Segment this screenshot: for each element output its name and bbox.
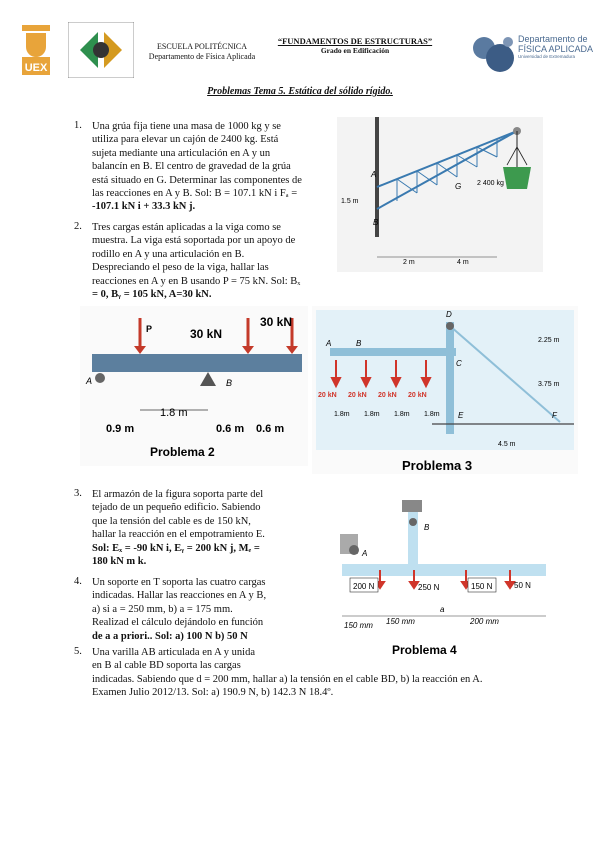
svg-text:20 kN: 20 kN [348, 392, 367, 399]
course-title: “FUNDAMENTOS DE ESTRUCTURAS” [277, 36, 433, 46]
course-subtitle: Grado en Edificación [320, 46, 390, 55]
svg-text:20 kN: 20 kN [378, 392, 397, 399]
dept-line1: Departamento de [518, 34, 588, 44]
svg-text:2.25 m: 2.25 m [538, 337, 560, 344]
svg-text:1.8m: 1.8m [424, 411, 440, 418]
problem-2-text: Tres cargas están aplicadas a la viga como se muestra. La viga está soportada por un apoyo de rodillo en A y una articulación en B. Despreciando el peso de la viga, hallar las reacciones en A y en B usando P = 75 kN. Sol: Bₓ = 0, Bᵧ = 105 kN, A=30 kN. [92, 222, 301, 301]
svg-text:B: B [424, 523, 430, 532]
figure-caption: Problema 4 [392, 643, 457, 657]
uex-text: UEX [24, 62, 48, 74]
svg-text:A: A [362, 549, 368, 558]
figure-t-support [330, 498, 550, 658]
svg-text:G: G [455, 182, 462, 191]
svg-text:0.6 m: 0.6 m [216, 423, 245, 435]
svg-text:1.8m: 1.8m [394, 411, 410, 418]
svg-text:250 N: 250 N [418, 583, 440, 592]
svg-text:4.5 m: 4.5 m [498, 441, 516, 448]
svg-text:150 mm: 150 mm [386, 617, 415, 626]
dept-line3: Universidad de Extremadura [518, 54, 576, 59]
svg-text:A: A [326, 339, 332, 348]
department-name: Departamento de Física Aplicada [148, 52, 256, 61]
problem-number: 1. [74, 120, 82, 131]
svg-text:2 m: 2 m [403, 259, 415, 266]
figure-beam [80, 306, 308, 466]
figure-caption: Problema 2 [150, 445, 215, 459]
svg-text:A: A [86, 376, 93, 386]
svg-text:B: B [373, 218, 379, 227]
svg-text:200 mm: 200 mm [470, 617, 499, 626]
figure-caption: Problema 3 [402, 458, 473, 473]
figure-frame [312, 306, 578, 474]
svg-text:1.8 m: 1.8 m [160, 407, 188, 419]
svg-text:20 kN: 20 kN [318, 392, 337, 399]
problem-number: 5. [74, 646, 82, 657]
svg-text:C: C [456, 359, 462, 368]
svg-text:P: P [146, 324, 153, 334]
problem-number: 2. [74, 221, 82, 232]
problem-3-text: El armazón de la figura soporta parte del tejado de un pequeño edificio. Sabiendo que la tensión del cable es de 150 kN, hallar la reacción en el empotramiento E. Sol: Eₓ = -90 kN i, Eᵧ = 200 kN j, Mₑ = 180 kN m k. [92, 489, 265, 568]
svg-text:D: D [446, 310, 452, 319]
svg-text:1.8m: 1.8m [364, 411, 380, 418]
problem-number: 4. [74, 576, 82, 587]
svg-text:F: F [552, 411, 557, 420]
svg-text:B: B [226, 378, 233, 388]
svg-text:a: a [440, 605, 445, 614]
svg-text:20 kN: 20 kN [408, 392, 427, 399]
svg-text:3.75 m: 3.75 m [538, 381, 560, 388]
crane-mass-label: 2 400 kg [477, 180, 504, 187]
svg-text:E: E [458, 411, 464, 420]
dept-line2: FÍSICA APLICADA [518, 44, 594, 54]
svg-text:150 N: 150 N [471, 582, 493, 591]
school-name: ESCUELA POLITÉCNICA [157, 42, 247, 51]
svg-text:A: A [371, 170, 377, 179]
problem-5-text: Una varilla AB articulada en A y unida en B al cable BD soporta las cargas [92, 647, 255, 672]
svg-text:1.5 m: 1.5 m [341, 198, 359, 205]
school-emblem-icon [68, 22, 134, 78]
svg-text:4 m: 4 m [457, 259, 469, 266]
svg-text:150 mm: 150 mm [344, 621, 373, 630]
svg-text:B: B [356, 339, 362, 348]
svg-text:30 kN: 30 kN [260, 315, 293, 329]
svg-text:1.8m: 1.8m [334, 411, 350, 418]
page-title: Problemas Tema 5. Estática del sólido rígido. [207, 86, 393, 97]
problem-5-text-wide: indicadas. Sabiendo que d = 200 mm, hallar a) la tensión en el cable BD, b) la reacción en A. Examen Julio 2012/13. Sol: a) 190.9 N, b) 142.3 N 18.4º. [92, 673, 483, 699]
svg-text:200 N: 200 N [353, 582, 375, 591]
svg-text:50 N: 50 N [514, 581, 531, 590]
figure-crane [337, 117, 543, 272]
dept-logo-icon [470, 30, 518, 78]
svg-text:0.6 m: 0.6 m [256, 423, 285, 435]
problem-1-text: Una grúa fija tiene una masa de 1000 kg y se utiliza para elevar un cajón de 2400 kg. Está sujeta mediante una articulación en A y un balancín en B. El centro de gravedad de la grúa está situado en G. Determinar las componentes de las reacciones en A y B. Sol: B = 107.1 kN i Fₐ = -107.1 kN i + 33.3 kN j. [92, 121, 302, 213]
svg-text:30 kN: 30 kN [190, 327, 223, 341]
uex-logo [20, 25, 52, 75]
svg-text:0.9 m: 0.9 m [106, 423, 135, 435]
problem-4-text: Un soporte en T soporta las cuatro cargas indicadas. Hallar las reacciones en A y B, a) si a = 250 mm, b) a = 175 mm. Realizad el cálculo dejándolo en función de a a priori.. Sol: a) 100 N b) 50 N [92, 577, 267, 642]
problem-number: 3. [74, 488, 82, 499]
